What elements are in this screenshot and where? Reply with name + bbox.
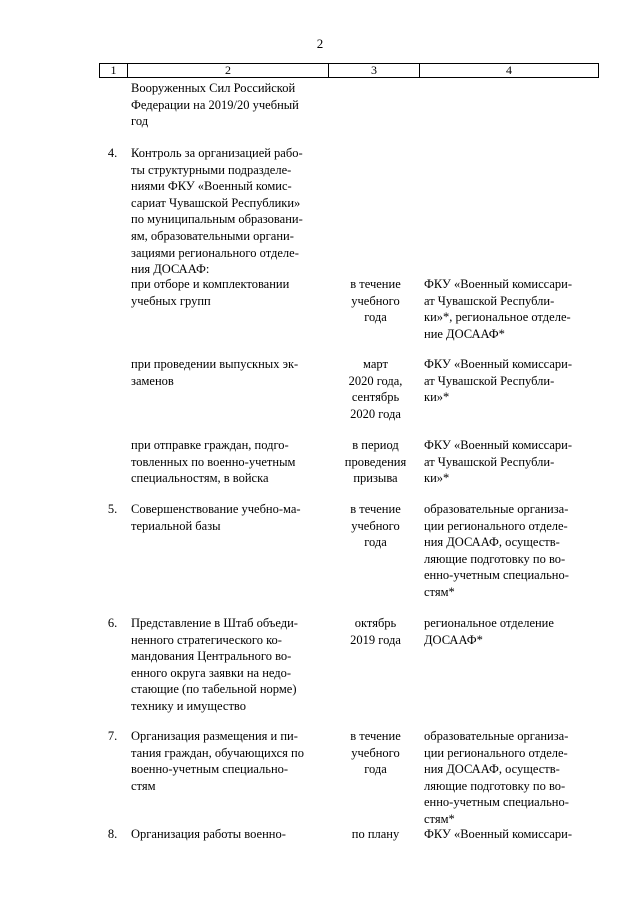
row-responsible: региональное отделение ДОСААФ*	[424, 616, 554, 647]
header-col-4: 4	[506, 63, 512, 77]
header-col-3: 3	[371, 63, 377, 77]
row-number: 6.	[107, 616, 118, 630]
row-responsible: ФКУ «Военный комиссари- ат Чувашской Республи- ки»*	[424, 438, 573, 486]
row-task: Вооруженных Сил Российской Федерации на 2019/20 учебный год	[131, 81, 299, 129]
row-term: октябрь 2019 года	[350, 616, 401, 647]
row-task: Организация размещения и пи- тания граждан, обучающихся по военно-учетным специально- стям	[131, 729, 304, 793]
row-number: 7.	[107, 729, 118, 743]
row-term: в период проведения призыва	[344, 438, 407, 486]
row-responsible: ФКУ «Военный комиссари- ат Чувашской Республи- ки»*	[424, 357, 573, 405]
header-col-2: 2	[225, 63, 231, 77]
row-responsible: образовательные организа- ции регионального отделе- ния ДОСААФ, осуществ- ляющие подготовку по во- енно-учетным специально- стям*	[424, 729, 569, 826]
row-term: в течение учебного года	[350, 277, 401, 325]
table-header	[99, 63, 599, 78]
row-term: в течение учебного года	[350, 502, 401, 550]
header-col-1: 1	[110, 63, 117, 77]
row-task: Совершенствование учебно-ма- териальной базы	[131, 502, 301, 533]
row-term: в течение учебного года	[350, 729, 401, 777]
row-task: при проведении выпускных эк- заменов	[131, 357, 299, 388]
row-task: Организация работы военно-	[131, 827, 286, 841]
row-responsible: ФКУ «Военный комиссари- ат Чувашской Республи- ки»*, региональное отделе- ние ДОСААФ*	[424, 277, 573, 341]
page-number: 2	[316, 36, 324, 51]
row-task: Представление в Штаб объеди- ненного стратегического ко- мандования Центрального во- енного округа заявки на недо- стающие (по табельной норме) технику и имущество	[131, 616, 298, 713]
row-responsible: образовательные организа- ции регионального отделе- ния ДОСААФ, осуществ- ляющие подготовку по во- енно-учетным специально- стям*	[424, 502, 569, 599]
row-responsible: ФКУ «Военный комиссари-	[424, 827, 573, 841]
row-term: март 2020 года, сентябрь 2020 года	[348, 357, 403, 421]
row-number: 5.	[107, 502, 118, 516]
row-task: при отборе и комплектовании учебных групп	[131, 277, 290, 308]
row-task: при отправке граждан, подго- товленных по военно-учетным специальностям, в войска	[131, 438, 296, 486]
row-task: Контроль за организацией рабо- ты структурными подразделе- ниями ФКУ «Военный комис- сариат Чувашской Республики» по муниципальным образовани- ям, образовательными органи- зациями регионального отделе- ния ДОСААФ:	[131, 146, 303, 277]
row-number: 8.	[107, 827, 118, 841]
row-number: 4.	[107, 146, 118, 160]
row-term: по плану	[351, 827, 400, 841]
